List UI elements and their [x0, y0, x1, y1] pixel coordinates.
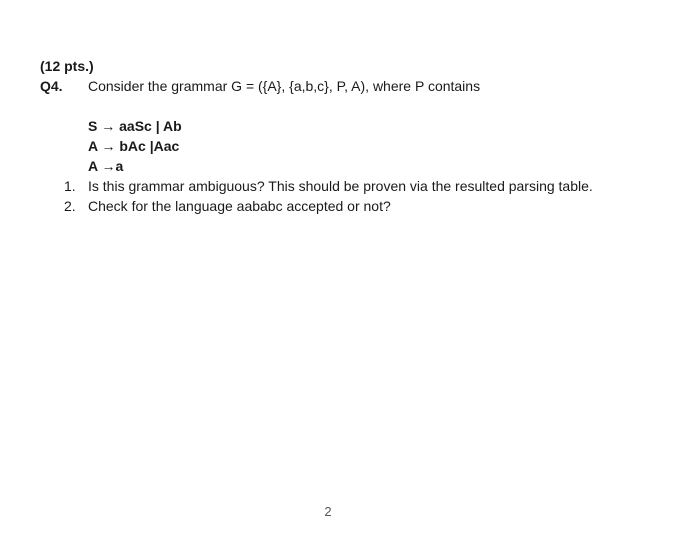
question-prompt: Consider the grammar G = ({A}, {a,b,c}, P, A), where P contains — [88, 78, 481, 94]
task-number: 1. — [64, 178, 76, 194]
task-number: 2. — [64, 198, 76, 214]
task-text: Check for the language aababc accepted or not? — [88, 198, 391, 214]
page-number: 2 — [324, 504, 332, 519]
grammar-rule: A → bAc |Aac — [88, 138, 180, 154]
grammar-rule: A →a — [88, 158, 124, 174]
question-points: (12 pts.) — [40, 58, 94, 74]
task-text: Is this grammar ambiguous? This should be proven via the resulted parsing table. — [88, 178, 593, 194]
grammar-rule: S → aaSc | Ab — [88, 118, 182, 134]
question-number: Q4. — [40, 78, 63, 94]
